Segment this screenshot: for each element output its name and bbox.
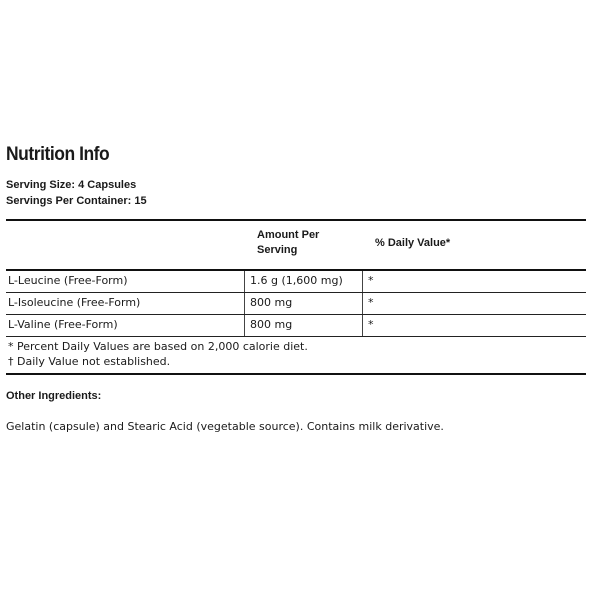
column-divider <box>244 315 245 336</box>
column-divider <box>362 271 363 292</box>
nutrient-daily-value: * <box>368 318 374 331</box>
nutrient-daily-value: * <box>368 296 374 309</box>
nutrient-row-isoleucine <box>6 293 586 314</box>
serving-info <box>6 177 586 209</box>
serving-size: Serving Size: 4 Capsules <box>6 179 137 191</box>
column-divider <box>362 293 363 314</box>
supplement-facts-panel <box>6 140 586 434</box>
nutrient-amount: 800 mg <box>250 296 293 309</box>
nutrient-amount: 1.6 g (1,600 mg) <box>250 274 343 287</box>
nutrient-row-valine <box>6 315 586 336</box>
footnote-not-established: † Daily Value not established. <box>8 355 171 368</box>
bottom-divider <box>6 373 586 375</box>
nutrient-row-leucine <box>6 271 586 292</box>
amount-per-serving-header: Amount Per Serving <box>257 229 320 256</box>
nutrient-amount: 800 mg <box>250 318 293 331</box>
other-ingredients-text: Gelatin (capsule) and Stearic Acid (vegetable source). Contains milk derivative. <box>6 420 444 433</box>
footnotes <box>6 337 586 373</box>
other-ingredients-title: Other Ingredients: <box>6 390 102 402</box>
table-header <box>6 221 586 269</box>
nutrient-daily-value: * <box>368 274 374 287</box>
panel-title: Nutrition Info <box>6 144 110 165</box>
daily-value-header: % Daily Value* <box>375 237 451 249</box>
column-divider <box>244 293 245 314</box>
nutrient-name: L-Valine (Free-Form) <box>8 318 118 331</box>
column-divider <box>244 271 245 292</box>
footnote-daily-values: * Percent Daily Values are based on 2,000 calorie diet. <box>8 340 308 353</box>
nutrient-name: L-Leucine (Free-Form) <box>8 274 128 287</box>
column-divider <box>362 315 363 336</box>
servings-per-container: Servings Per Container: 15 <box>6 195 147 207</box>
nutrient-name: L-Isoleucine (Free-Form) <box>8 296 141 309</box>
